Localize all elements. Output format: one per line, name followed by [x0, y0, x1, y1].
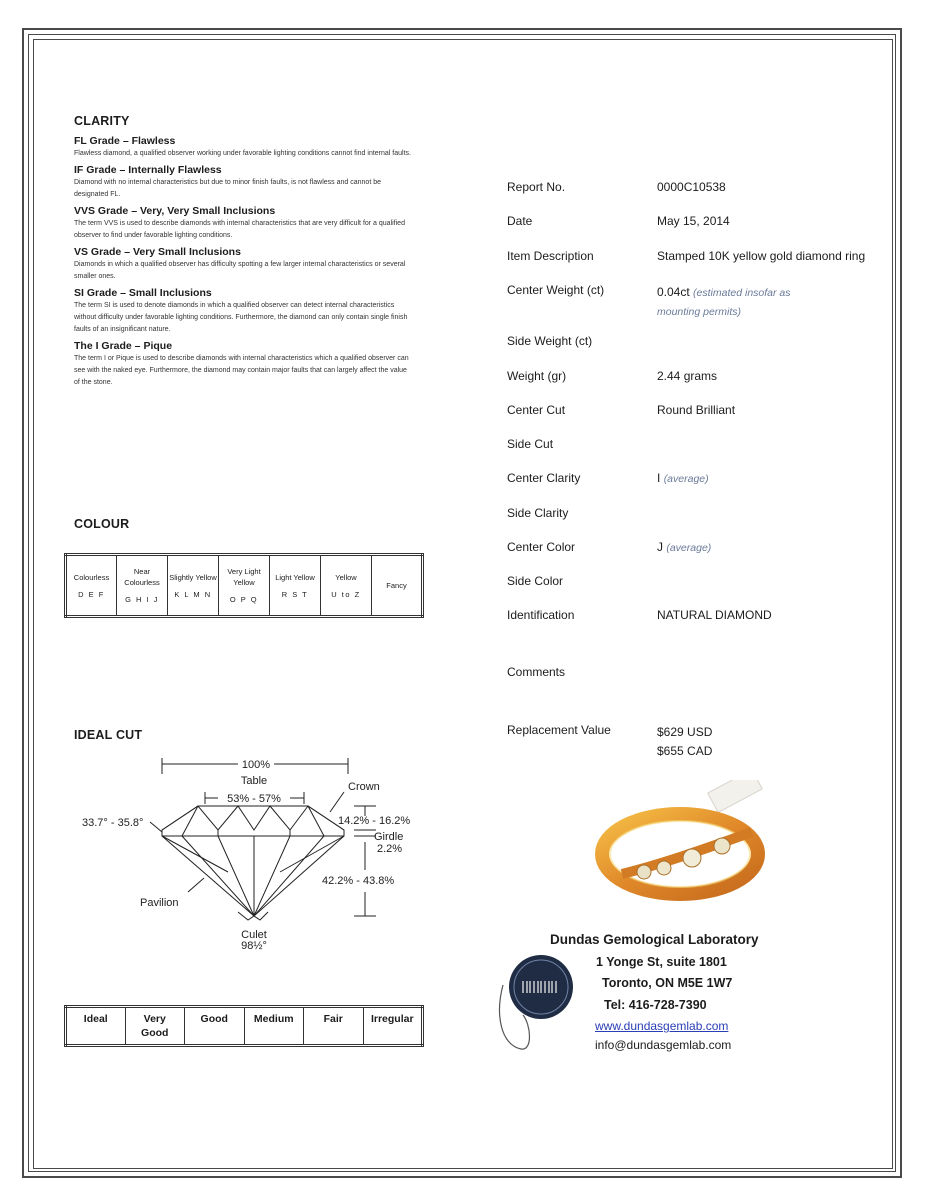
row-value [657, 723, 712, 761]
lab-seal [493, 945, 583, 1055]
row-label: Identification [507, 608, 575, 622]
row-label: Report No. [507, 180, 566, 194]
row-label: Side Cut [507, 437, 554, 451]
girdle-value: 2.2% [377, 843, 403, 855]
grade-description: The term I or Pique is used to describe diamonds with internal characteristics which a qualified observer can see with the naked eye. Furthermore, the diamond may contain major faults that can largely affect the value of the stone. [74, 355, 409, 386]
grade-description: The term VVS is used to describe diamonds with internal characteristics that are very difficult for a qualified observer to find under favorable lighting conditions. [74, 220, 405, 239]
lab-website-link[interactable]: www.dundasgemlab.com [595, 1019, 729, 1033]
row-label: Center Cut [507, 403, 566, 417]
grade-vvs [74, 205, 414, 242]
colour-cell [270, 555, 321, 617]
row-value: 0000C10538 [657, 180, 726, 194]
value-note: (average) [663, 473, 709, 485]
value-text: J [657, 540, 663, 554]
grade-vs [74, 246, 414, 283]
grade-fl [74, 135, 414, 160]
value-usd: $629 USD [657, 725, 713, 739]
width-label: 100% [241, 759, 271, 771]
colour-scale-table [64, 553, 424, 618]
crown-height: 14.2% - 16.2% [338, 815, 411, 827]
grade-if [74, 164, 414, 201]
row-value: Round Brilliant [657, 403, 736, 417]
row-label: Replacement Value [507, 723, 611, 737]
cut-grade-cell: Irregular [363, 1007, 423, 1046]
colour-code: U to Z [331, 589, 361, 599]
colour-name: Yellow [335, 572, 357, 582]
grade-title: SI Grade – Small Inclusions [74, 287, 212, 299]
row-label: Center Weight (ct) [507, 283, 605, 297]
colour-code: R S T [281, 589, 309, 599]
cut-grade-cell [125, 1007, 185, 1046]
row-label: Side Weight (ct) [507, 334, 593, 348]
crown-label: Crown [348, 781, 380, 793]
colour-cell [372, 555, 423, 617]
grade-description: Diamond with no internal characteristics but due to minor finish faults, is not flawless and cannot be designated FL. [74, 179, 381, 198]
value-note: (estimated insofar as mounting permits) [657, 287, 791, 318]
colour-cell [117, 555, 168, 617]
clarity-title: CLARITY [74, 114, 130, 128]
grade-description: Flawless diamond, a qualified observer working under favorable lighting conditions cannot find internal faults. [74, 150, 411, 157]
row-value [657, 540, 711, 554]
cut-grade-cell: Good [185, 1007, 245, 1046]
row-value: Stamped 10K yellow gold diamond ring [657, 249, 866, 263]
culet-value: 98½° [241, 940, 267, 952]
colour-code: O P Q [229, 595, 259, 604]
cut-grade-cell: Medium [244, 1007, 304, 1046]
ring-photo [592, 780, 782, 910]
colour-cell [219, 555, 270, 617]
grade-title: FL Grade – Flawless [74, 135, 176, 147]
colour-name: Very Light Yellow [227, 567, 261, 587]
row-label: Item Description [507, 249, 594, 263]
lab-name: Dundas Gemological Laboratory [550, 932, 759, 947]
row-label: Comments [507, 665, 566, 679]
colour-name: Colourless [73, 572, 110, 582]
value-note: (average) [666, 542, 712, 554]
table-label: Table [240, 775, 268, 787]
grade-title: IF Grade – Internally Flawless [74, 164, 222, 176]
lab-phone: Tel: 416-728-7390 [604, 998, 707, 1012]
row-value [657, 471, 709, 485]
value-text: I [657, 471, 661, 485]
colour-code: G H I J [125, 595, 159, 604]
row-value: 2.44 grams [657, 369, 718, 383]
crown-angle: 33.7° - 35.8° [82, 817, 144, 829]
grade-description: The term SI is used to denote diamonds in which a qualified observer can detect internal characteristics without difficulty under favorable lighting conditions. Furthermore, the diamond can only contain single finish faults of an insignificant nature. [74, 302, 408, 333]
clarity-section [74, 114, 414, 389]
colour-code: K L M N [174, 589, 212, 599]
lab-address-line-2: Toronto, ON M5E 1W7 [602, 976, 733, 990]
row-value: May 15, 2014 [657, 214, 730, 228]
diamond-cut-diagram [78, 752, 428, 952]
value-cad: $655 CAD [657, 744, 713, 758]
value-text: 0.04ct [657, 285, 690, 299]
colour-name: Fancy [386, 581, 407, 590]
culet-label: Culet [241, 929, 267, 941]
grade-title: VS Grade – Very Small Inclusions [74, 246, 241, 258]
colour-name: Slightly Yellow [169, 572, 217, 582]
lab-address-line-1: 1 Yonge St, suite 1801 [596, 955, 727, 969]
cut-grade-cell: Ideal [66, 1007, 126, 1046]
cut-grade-cell: Fair [304, 1007, 364, 1046]
row-label: Date [507, 214, 533, 228]
grade-i [74, 340, 414, 389]
pavilion-depth: 42.2% - 43.8% [322, 875, 395, 887]
row-value [657, 283, 817, 321]
grade-si [74, 287, 414, 336]
row-label: Side Color [507, 574, 564, 588]
colour-title: COLOUR [74, 517, 130, 531]
cut-grade-label: Very Good [141, 1013, 169, 1039]
row-label: Center Color [507, 540, 576, 554]
grade-description: Diamonds in which a qualified observer has difficulty spotting a few larger internal characteristics or several smaller ones. [74, 261, 406, 280]
row-label: Center Clarity [507, 471, 581, 485]
colour-code: D E F [78, 589, 105, 599]
grade-title: VVS Grade – Very, Very Small Inclusions [74, 205, 276, 217]
lab-email: info@dundasgemlab.com [595, 1038, 732, 1052]
colour-name: Light Yellow [275, 572, 315, 582]
pavilion-label: Pavilion [140, 897, 179, 909]
row-value: NATURAL DIAMOND [657, 608, 772, 622]
cut-grade-table [64, 1005, 424, 1047]
colour-cell [66, 555, 117, 617]
row-label: Weight (gr) [507, 369, 567, 383]
girdle-label: Girdle [374, 831, 404, 843]
colour-cell [168, 555, 219, 617]
colour-name: Near Colourless [124, 567, 160, 587]
colour-cell [321, 555, 372, 617]
row-label: Side Clarity [507, 506, 569, 520]
grade-title: The I Grade – Pique [74, 340, 173, 352]
ideal-cut-title: IDEAL CUT [74, 728, 143, 742]
table-range: 53% - 57% [227, 793, 281, 805]
